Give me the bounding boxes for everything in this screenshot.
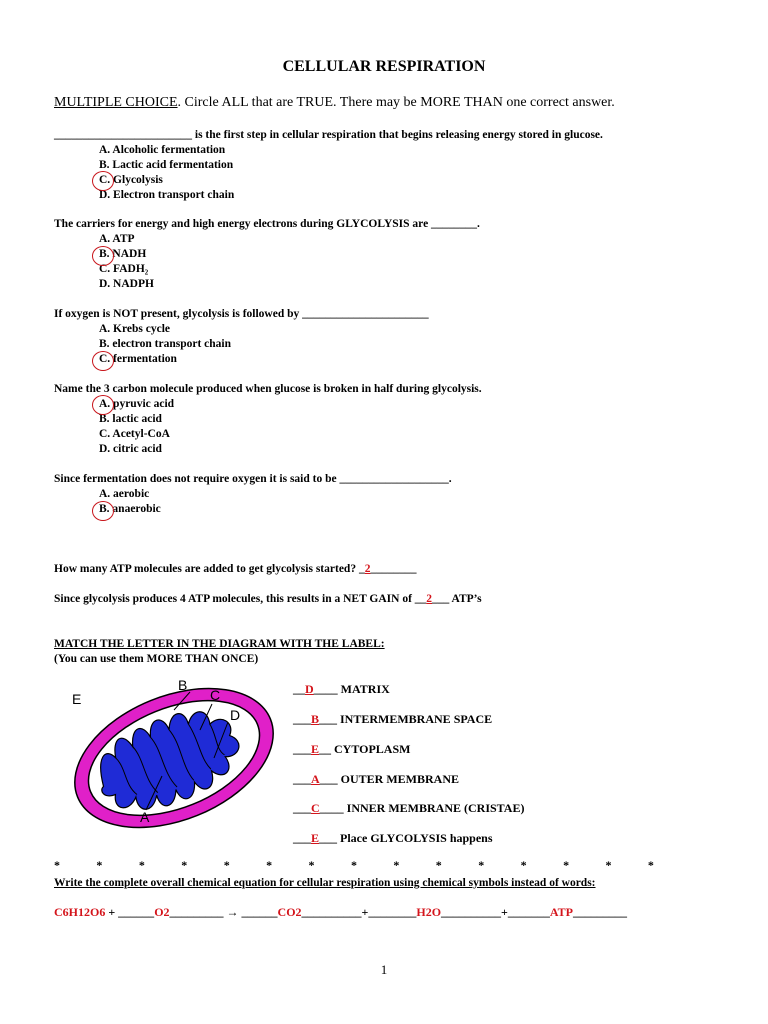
match-answer: B: [311, 712, 320, 726]
star-divider: * * * * * * * * * * * * * * *: [54, 858, 654, 872]
match-answer: E: [311, 831, 320, 845]
question-4-option-b: B. lactic acid: [99, 413, 162, 425]
question-4-option-a: A. pyruvic acid: [99, 398, 175, 410]
instructions-label: MULTIPLE CHOICE: [54, 95, 178, 110]
instructions: [54, 95, 615, 111]
chemical-equation: C6H12O6 + ______O2_________ → ______CO2__________+________H2O__________+_______ATP_________: [54, 905, 627, 919]
match-item-glycolysis-place: ___E___ Place GLYCOLYSIS happens: [293, 831, 493, 845]
match-item-matrix: __D____ MATRIX: [293, 682, 390, 696]
match-answer: E: [311, 742, 320, 756]
match-heading: MATCH THE LETTER IN THE DIAGRAM WITH THE LABEL:: [54, 638, 385, 650]
answer-circle-icon: [92, 501, 114, 521]
atp-question-2: [54, 593, 482, 605]
question-2-prompt: The carriers for energy and high energy electrons during GLYCOLYSIS are ________.: [54, 218, 480, 230]
question-4-option-d: D. citric acid: [99, 443, 162, 455]
question-5-option-b: B. anaerobic: [99, 503, 161, 515]
reactant-glucose: C6H12O6: [54, 905, 106, 919]
product-co2: CO2: [277, 905, 302, 919]
atp-question-2-blank: ___ ATP’s: [432, 593, 482, 605]
diagram-letter-c: C: [210, 687, 221, 703]
mitochondrion-diagram: [54, 670, 290, 850]
product-atp: ATP: [549, 905, 573, 919]
atp-question-1: [54, 563, 416, 575]
question-5-prompt: Since fermentation does not require oxygen it is said to be ___________________.: [54, 473, 452, 485]
match-item-cytoplasm: ___E__ CYTOPLASM: [293, 742, 411, 756]
match-answer: D: [305, 682, 314, 696]
equation-instruction: Write the complete overall chemical equation for cellular respiration using chemical symbols instead of words:: [54, 877, 596, 889]
question-3-option-a: A. Krebs cycle: [99, 323, 171, 335]
question-2-option-d: D. NADPH: [99, 278, 154, 290]
question-1-prompt: ________________________ is the first step in cellular respiration that begins releasing energy stored in glucose.: [54, 129, 603, 141]
question-2-option-b: B. NADH: [99, 248, 147, 260]
match-item-intermembrane: ___B___ INTERMEMBRANE SPACE: [293, 712, 493, 726]
answer-circle-icon: [92, 246, 114, 266]
diagram-letter-b: B: [178, 677, 188, 693]
question-1-option-c: C. Glycolysis: [99, 174, 163, 186]
question-3-option-b: B. electron transport chain: [99, 338, 232, 350]
question-2-option-a: A. ATP: [99, 233, 135, 245]
product-h2o: H2O: [416, 905, 442, 919]
answer-circle-icon: [92, 171, 114, 191]
diagram-letter-a: A: [140, 809, 150, 825]
match-item-inner-membrane: ___C____ INNER MEMBRANE (CRISTAE): [293, 801, 525, 815]
question-4-prompt: Name the 3 carbon molecule produced when glucose is broken in half during glycolysis.: [54, 383, 482, 395]
match-subheading: (You can use them MORE THAN ONCE): [54, 653, 259, 665]
question-3-prompt: If oxygen is NOT present, glycolysis is followed by ______________________: [54, 308, 429, 320]
match-answer: A: [311, 772, 320, 786]
question-5-option-a: A. aerobic: [99, 488, 150, 500]
instructions-text: . Circle ALL that are TRUE. There may be MORE THAN one correct answer.: [177, 95, 615, 110]
atp-question-1-blank: ________: [370, 563, 417, 575]
reactant-oxygen: O2: [154, 905, 170, 919]
page-number: 1: [380, 962, 388, 977]
question-1-option-d: D. Electron transport chain: [99, 189, 235, 201]
page-title: CELLULAR RESPIRATION: [282, 58, 486, 75]
question-2-option-c: C. FADH₂: [99, 263, 149, 275]
diagram-letter-e: E: [72, 691, 82, 707]
atp-question-1-answer: 2: [364, 563, 371, 575]
question-1-option-b: B. Lactic acid fermentation: [99, 159, 234, 171]
match-answer: C: [311, 801, 320, 815]
question-4-option-c: C. Acetyl-CoA: [99, 428, 170, 440]
atp-question-2-text: Since glycolysis produces 4 ATP molecules, this results in a NET GAIN of __: [54, 593, 427, 605]
match-item-outer-membrane: ___A___ OUTER MEMBRANE: [293, 772, 460, 786]
answer-circle-icon: [92, 351, 114, 371]
atp-question-1-text: How many ATP molecules are added to get glycolysis started? _: [54, 563, 365, 575]
diagram-letter-d: D: [230, 707, 241, 723]
question-1-option-a: A. Alcoholic fermentation: [99, 144, 226, 156]
answer-circle-icon: [92, 395, 114, 415]
question-3-option-c: C. fermentation: [99, 353, 177, 365]
atp-question-2-answer: 2: [426, 593, 433, 605]
